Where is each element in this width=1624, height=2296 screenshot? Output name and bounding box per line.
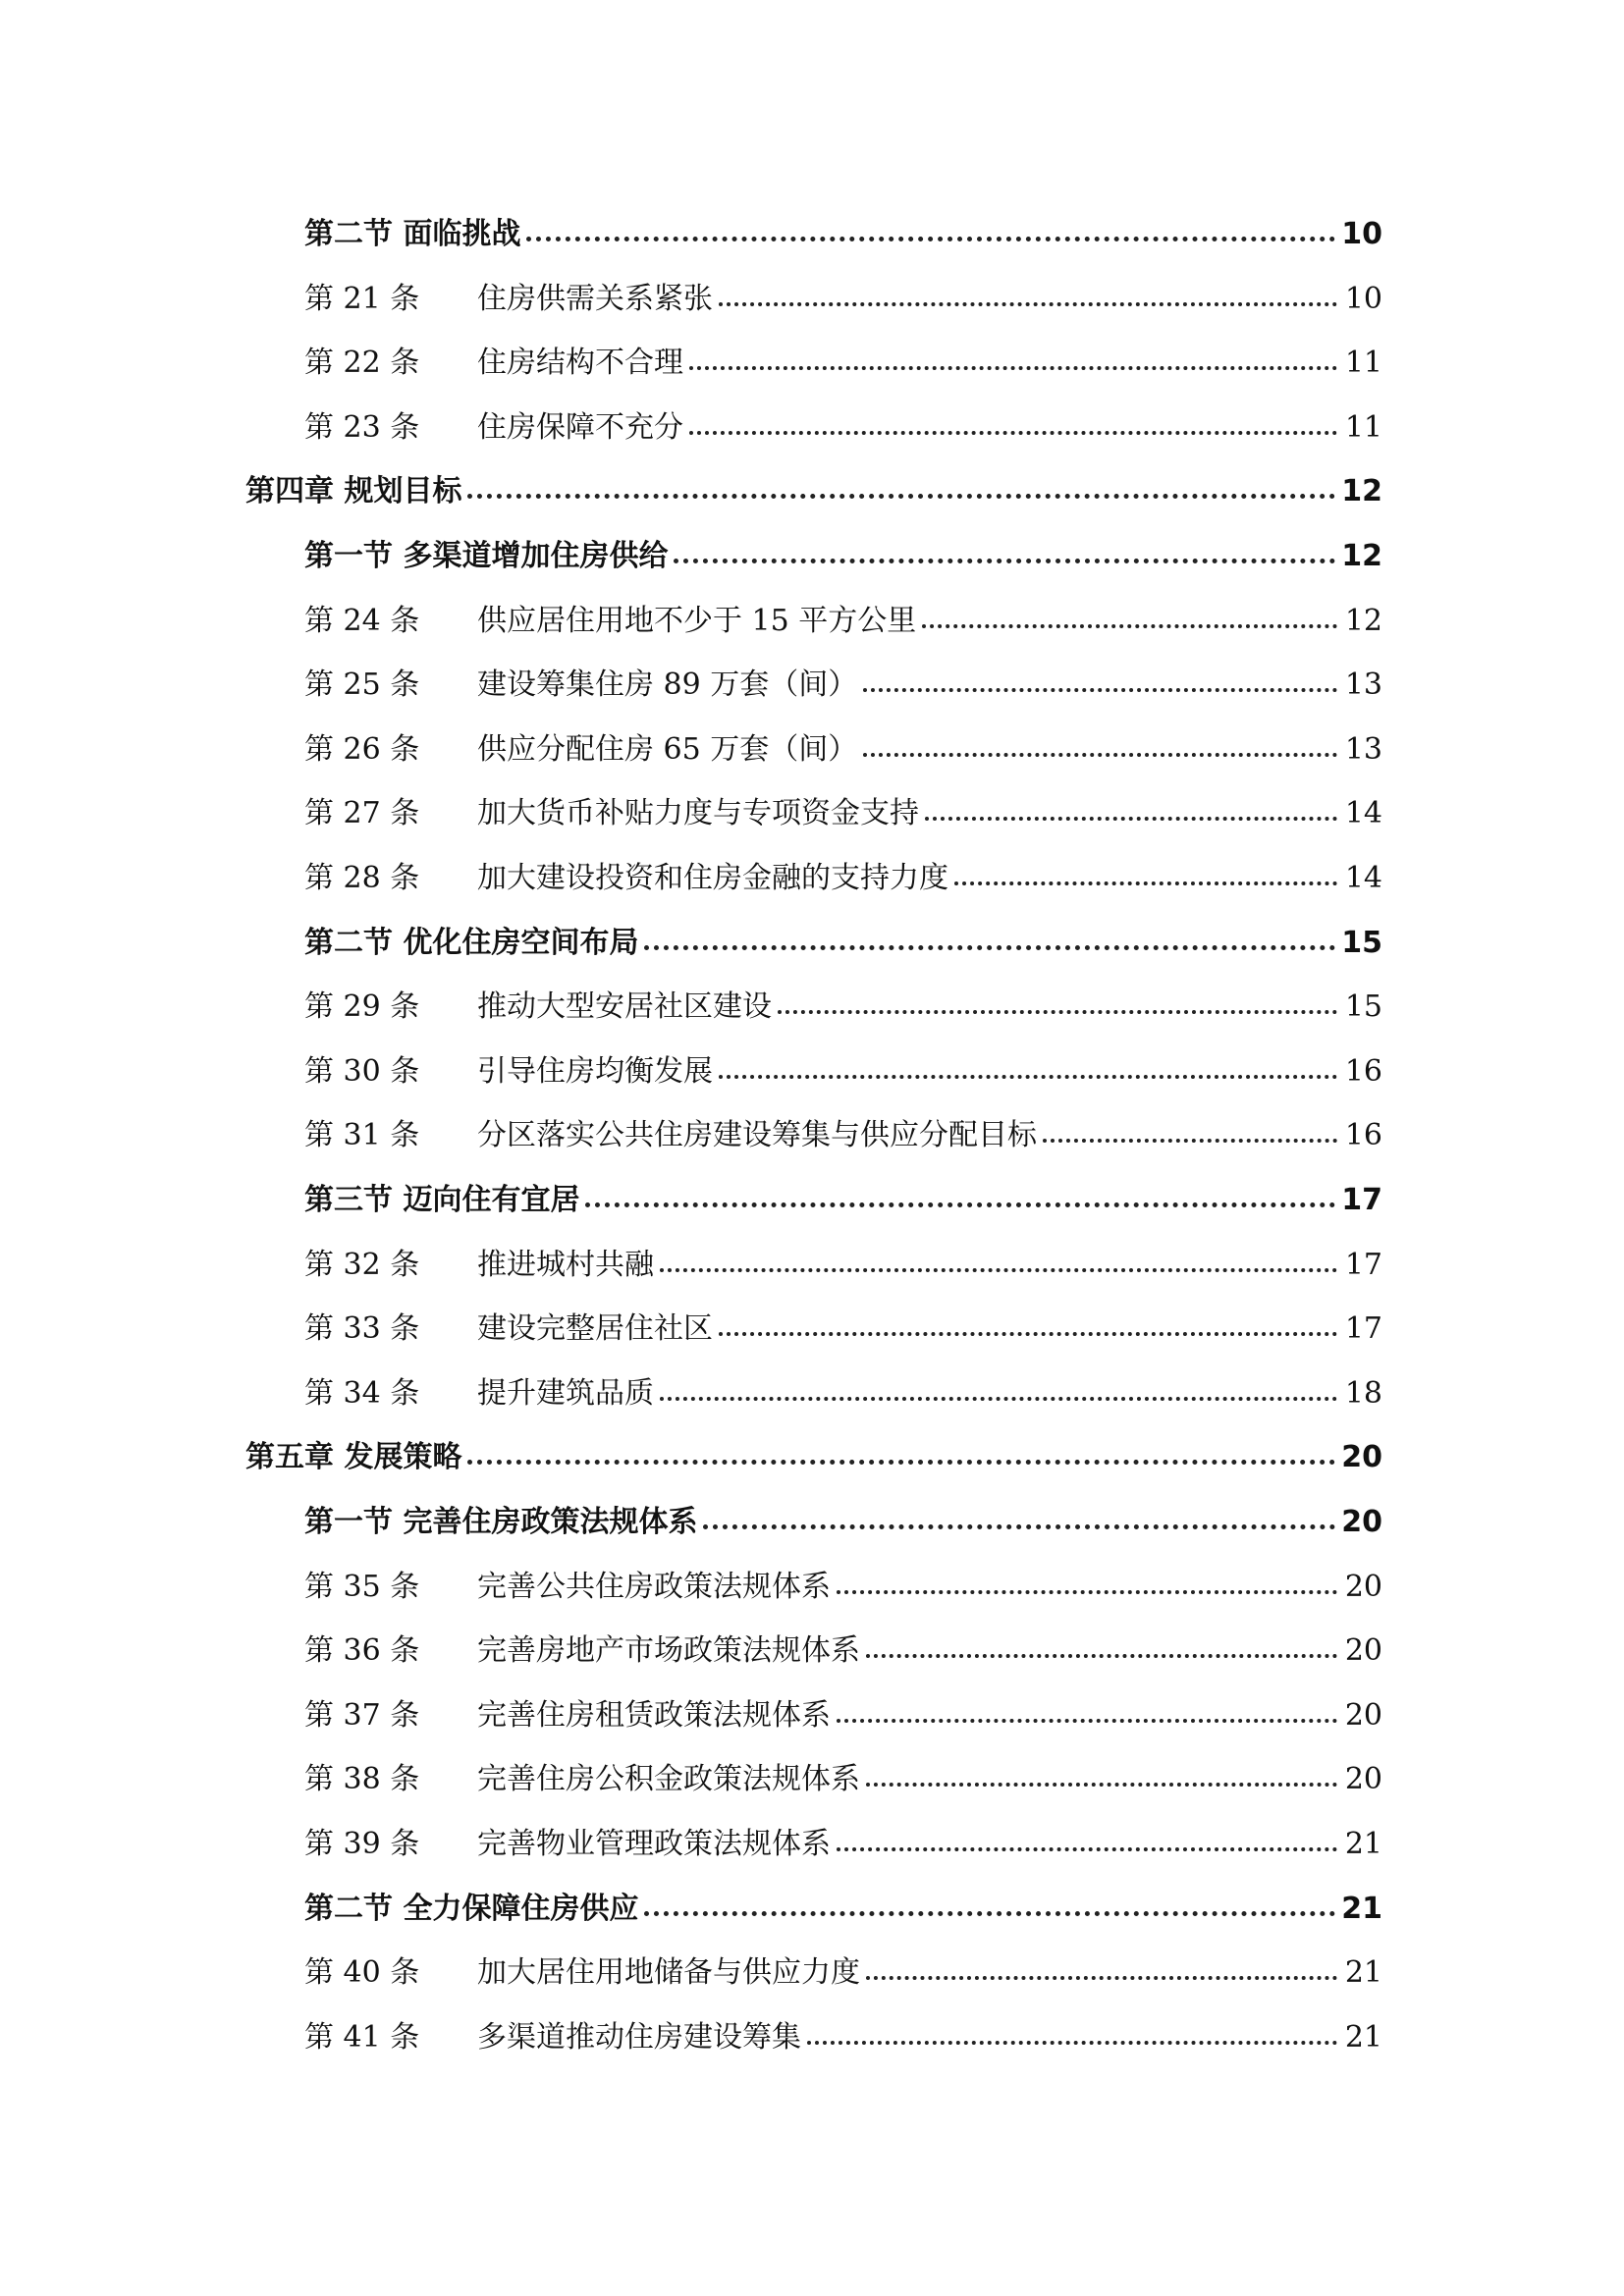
toc-page-number: 14 bbox=[1344, 796, 1382, 831]
toc-article-entry[interactable] bbox=[304, 1036, 1382, 1087]
toc-article-number: 第 41 条 bbox=[304, 2019, 420, 2055]
dot-leader bbox=[674, 559, 1335, 563]
toc-article-entry[interactable] bbox=[304, 1229, 1382, 1280]
toc-section-entry[interactable] bbox=[304, 1873, 1382, 1924]
toc-entry-title: 完善房地产市场政策法规体系 bbox=[477, 1633, 860, 1669]
toc-page-number: 20 bbox=[1344, 1762, 1382, 1797]
toc-article-number: 第 23 条 bbox=[304, 409, 420, 445]
toc-article-entry[interactable] bbox=[304, 1808, 1382, 1859]
dot-leader bbox=[719, 1332, 1337, 1336]
toc-entry-title: 第五章 发展策略 bbox=[245, 1440, 462, 1475]
toc-section-entry[interactable] bbox=[304, 907, 1382, 958]
toc-entry-title: 第一节 完善住房政策法规体系 bbox=[304, 1505, 698, 1539]
dot-leader bbox=[660, 1268, 1337, 1272]
toc-article-number: 第 27 条 bbox=[304, 796, 420, 831]
dot-leader bbox=[807, 2041, 1337, 2045]
toc-entry-title: 加大货币补贴力度与专项资金支持 bbox=[477, 796, 919, 831]
toc-article-entry[interactable] bbox=[304, 327, 1382, 381]
dot-leader bbox=[644, 945, 1335, 950]
toc-page-number: 12 bbox=[1344, 603, 1382, 638]
toc-page-number: 18 bbox=[1344, 1375, 1382, 1411]
toc-article-entry[interactable] bbox=[304, 777, 1382, 831]
dot-leader bbox=[863, 753, 1337, 757]
toc-article-entry[interactable] bbox=[304, 1099, 1382, 1153]
toc-article-entry[interactable] bbox=[304, 392, 1382, 443]
dot-leader bbox=[467, 1460, 1335, 1465]
dot-leader bbox=[719, 302, 1337, 306]
toc-article-entry[interactable] bbox=[304, 263, 1382, 314]
toc-article-number: 第 37 条 bbox=[304, 1697, 420, 1733]
toc-page-number: 15 bbox=[1341, 925, 1382, 960]
dot-leader bbox=[689, 366, 1337, 370]
toc-article-number: 第 31 条 bbox=[304, 1118, 420, 1153]
toc-section-entry[interactable] bbox=[304, 1486, 1382, 1537]
toc-entry-title: 住房供需关系紧张 bbox=[477, 281, 713, 316]
dot-leader bbox=[837, 1847, 1337, 1851]
dot-leader bbox=[719, 1075, 1337, 1079]
toc-page-number: 20 bbox=[1341, 1505, 1382, 1539]
toc-article-number: 第 26 条 bbox=[304, 731, 420, 767]
dot-leader bbox=[644, 1911, 1335, 1916]
toc-entry-title: 推动大型安居社区建设 bbox=[477, 989, 772, 1025]
toc-page-number: 11 bbox=[1344, 346, 1382, 381]
toc-entry-title: 完善公共住房政策法规体系 bbox=[477, 1569, 831, 1604]
toc-page-number: 17 bbox=[1344, 1247, 1382, 1282]
toc-article-number: 第 39 条 bbox=[304, 1827, 420, 1861]
dot-leader bbox=[467, 494, 1335, 499]
toc-page-number: 20 bbox=[1344, 1697, 1382, 1733]
toc-article-entry[interactable] bbox=[304, 1743, 1382, 1797]
toc-chapter-entry[interactable] bbox=[245, 455, 1382, 507]
toc-article-entry[interactable] bbox=[304, 714, 1382, 765]
toc-article-entry[interactable] bbox=[304, 1358, 1382, 1409]
toc-entry-title: 加大居住用地储备与供应力度 bbox=[477, 1955, 860, 1991]
toc-entry-title: 分区落实公共住房建设筹集与供应分配目标 bbox=[477, 1118, 1037, 1153]
toc-entry-title: 完善物业管理政策法规体系 bbox=[477, 1827, 831, 1861]
dot-leader bbox=[837, 1590, 1337, 1594]
toc-entry-title: 建设筹集住房 89 万套（间） bbox=[477, 667, 858, 703]
toc-entry-title: 引导住房均衡发展 bbox=[477, 1053, 713, 1089]
toc-page-number: 12 bbox=[1341, 539, 1382, 573]
toc-page-number: 10 bbox=[1344, 281, 1382, 316]
dot-leader bbox=[866, 1783, 1337, 1787]
toc-page-number: 17 bbox=[1344, 1311, 1382, 1347]
toc-section-entry[interactable] bbox=[304, 520, 1382, 571]
toc-article-number: 第 36 条 bbox=[304, 1633, 420, 1669]
dot-leader bbox=[863, 688, 1337, 692]
toc-entry-title: 加大建设投资和住房金融的支持力度 bbox=[477, 861, 948, 895]
toc-page-number: 21 bbox=[1341, 1891, 1382, 1926]
toc-page-number: 21 bbox=[1344, 1955, 1382, 1991]
dot-leader bbox=[703, 1524, 1335, 1529]
toc-entry-title: 提升建筑品质 bbox=[477, 1375, 654, 1411]
toc-page-number: 20 bbox=[1344, 1633, 1382, 1669]
toc-article-number: 第 24 条 bbox=[304, 603, 420, 638]
dot-leader bbox=[866, 1654, 1337, 1658]
toc-entry-title: 供应分配住房 65 万套（间） bbox=[477, 731, 858, 767]
toc-entry-title: 住房结构不合理 bbox=[477, 346, 683, 381]
toc-entry-title: 第四章 规划目标 bbox=[245, 474, 462, 509]
toc-entry-title: 供应居住用地不少于 15 平方公里 bbox=[477, 603, 917, 638]
toc-article-number: 第 21 条 bbox=[304, 281, 420, 316]
toc-entry-title: 第二节 全力保障住房供应 bbox=[304, 1891, 639, 1926]
toc-article-number: 第 25 条 bbox=[304, 667, 420, 703]
toc-entry-title: 第二节 优化住房空间布局 bbox=[304, 925, 639, 960]
toc-article-entry[interactable] bbox=[304, 1551, 1382, 1602]
toc-entry-title: 推进城村共融 bbox=[477, 1247, 654, 1282]
toc-article-number: 第 29 条 bbox=[304, 989, 420, 1025]
dot-leader bbox=[660, 1397, 1337, 1401]
toc-article-entry[interactable] bbox=[304, 585, 1382, 636]
toc-page-number: 21 bbox=[1344, 2019, 1382, 2055]
dot-leader bbox=[925, 817, 1337, 821]
toc-article-number: 第 28 条 bbox=[304, 861, 420, 895]
toc-article-entry[interactable] bbox=[304, 1293, 1382, 1347]
dot-leader bbox=[954, 881, 1337, 885]
dot-leader bbox=[837, 1719, 1337, 1723]
toc-page-number: 14 bbox=[1344, 861, 1382, 895]
toc-article-entry[interactable] bbox=[304, 1680, 1382, 1731]
toc-article-number: 第 33 条 bbox=[304, 1311, 420, 1347]
toc-chapter-entry[interactable] bbox=[245, 1421, 1382, 1475]
toc-page-number: 10 bbox=[1341, 217, 1382, 251]
dot-leader bbox=[526, 237, 1335, 241]
toc-page-number: 21 bbox=[1344, 1827, 1382, 1861]
dot-leader bbox=[585, 1202, 1335, 1207]
toc-entry-title: 第二节 面临挑战 bbox=[304, 217, 521, 251]
toc-page-number: 20 bbox=[1341, 1440, 1382, 1475]
toc-page-number: 16 bbox=[1344, 1053, 1382, 1089]
toc-page-number: 12 bbox=[1341, 474, 1382, 509]
dot-leader bbox=[778, 1010, 1337, 1014]
toc-article-entry[interactable] bbox=[304, 1937, 1382, 1991]
toc-article-number: 第 32 条 bbox=[304, 1247, 420, 1282]
toc-entry-title: 住房保障不充分 bbox=[477, 409, 683, 445]
toc-article-number: 第 30 条 bbox=[304, 1053, 420, 1089]
toc-article-entry[interactable] bbox=[304, 842, 1382, 893]
toc-article-number: 第 40 条 bbox=[304, 1955, 420, 1991]
toc-page-number: 13 bbox=[1344, 667, 1382, 703]
toc-entry-title: 第三节 迈向住有宜居 bbox=[304, 1183, 580, 1217]
toc-entry-title: 完善住房租赁政策法规体系 bbox=[477, 1697, 831, 1733]
toc-article-number: 第 35 条 bbox=[304, 1569, 420, 1604]
toc-article-entry[interactable] bbox=[304, 971, 1382, 1025]
toc-page-number: 11 bbox=[1344, 409, 1382, 445]
toc-article-entry[interactable] bbox=[304, 649, 1382, 703]
toc-section-entry[interactable] bbox=[304, 1164, 1382, 1215]
toc-article-entry[interactable] bbox=[304, 1615, 1382, 1669]
toc-entry-title: 第一节 多渠道增加住房供给 bbox=[304, 539, 669, 573]
toc-entry-title: 多渠道推动住房建设筹集 bbox=[477, 2019, 801, 2055]
toc-entry-title: 建设完整居住社区 bbox=[477, 1311, 713, 1347]
dot-leader bbox=[1043, 1139, 1337, 1143]
dot-leader bbox=[866, 1976, 1337, 1980]
toc-entry-title: 完善住房公积金政策法规体系 bbox=[477, 1762, 860, 1797]
toc-page-number: 15 bbox=[1344, 989, 1382, 1025]
toc-article-number: 第 38 条 bbox=[304, 1762, 420, 1797]
dot-leader bbox=[689, 431, 1337, 435]
toc-page-number: 16 bbox=[1344, 1118, 1382, 1153]
toc-article-entry[interactable] bbox=[304, 2002, 1382, 2053]
toc-article-number: 第 34 条 bbox=[304, 1375, 420, 1411]
dot-leader bbox=[922, 624, 1337, 628]
toc-article-number: 第 22 条 bbox=[304, 346, 420, 381]
toc-page-number: 17 bbox=[1341, 1183, 1382, 1217]
toc-page-number: 20 bbox=[1344, 1569, 1382, 1604]
toc-page-number: 13 bbox=[1344, 731, 1382, 767]
toc-section-entry[interactable] bbox=[304, 198, 1382, 249]
